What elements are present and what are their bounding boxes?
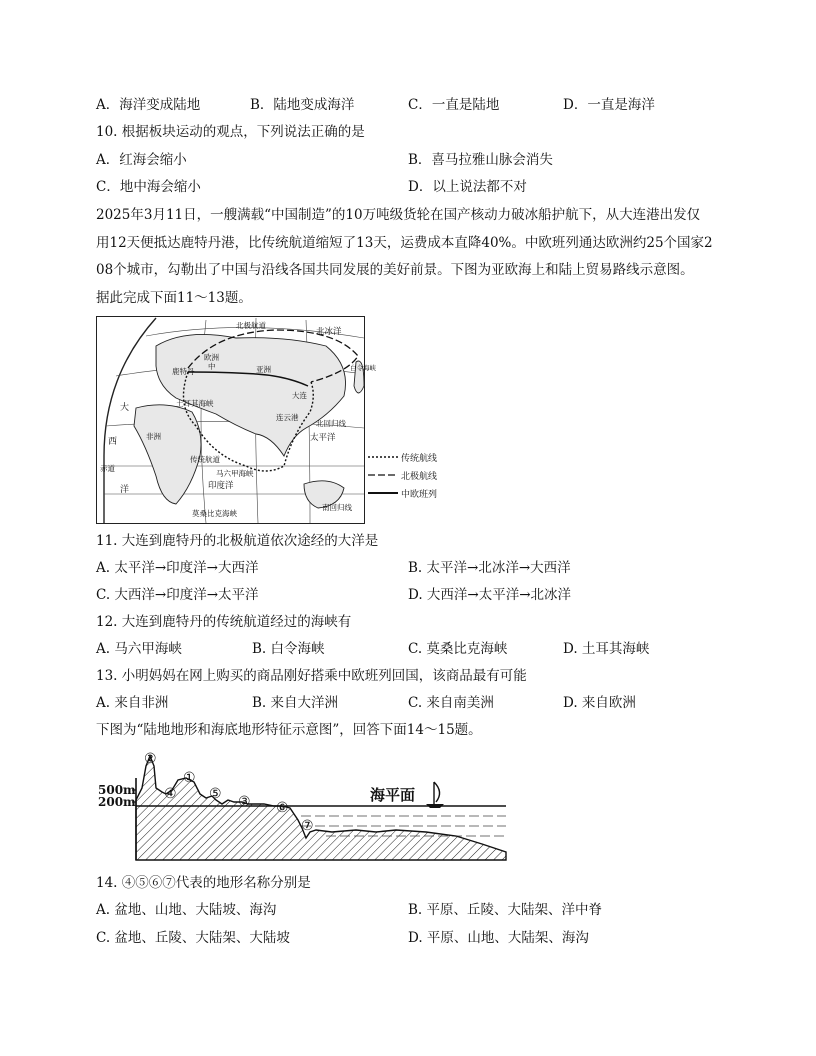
marker-7: ⑦ <box>301 818 314 834</box>
map-label-beiling: 白令海峡 <box>350 364 376 372</box>
map-legend <box>368 452 437 500</box>
terrain-profile-diagram <box>96 748 510 862</box>
map-label-nanhuigui: 南回归线 <box>322 503 352 512</box>
map-label-chuantong: 传统航道 <box>190 455 220 464</box>
map-label-zhong: 中 <box>208 362 216 371</box>
q11-option-c: C. 大西洋→印度洋→太平洋 <box>96 587 259 603</box>
q12-option-b: B. 白令海峡 <box>252 641 325 657</box>
passage-row-1: 2025年3月11日，一艘满载“中国制造”的10万吨级货轮在国产核动力破冰船护航下，从大连港出发仅 <box>96 207 701 223</box>
q11-option-a: A. 太平洋→印度洋→大西洋 <box>96 560 259 576</box>
q14-option-d: D. 平原、山地、大陆架、海沟 <box>408 930 589 946</box>
map-label-beihuigui: 北回归线 <box>316 419 346 428</box>
map-label-lianyungang: 连云港 <box>276 413 299 422</box>
label-500m: 500m <box>98 783 136 797</box>
map-label-xi: 西 <box>108 437 118 447</box>
q13-stem: 13. 小明妈妈在网上购买的商品刚好搭乘中欧班列回国，该商品最有可能 <box>96 668 527 684</box>
q14-stem: 14. ④⑤⑥⑦代表的地形名称分别是 <box>96 875 311 891</box>
q11-option-d: D. 大西洋→太平洋→北冰洋 <box>408 587 572 603</box>
trade-route-map <box>96 316 452 524</box>
marker-2: ② <box>144 751 157 767</box>
passage-trade-routes <box>96 202 720 312</box>
q13-option-c: C. 来自南美洲 <box>408 695 494 711</box>
map-label-feizhou: 非洲 <box>146 432 161 441</box>
map-label-chidao: 赤道 <box>100 464 115 473</box>
q14-option-c: C. 盆地、丘陵、大陆架、大陆坡 <box>96 930 290 946</box>
q13-option-b: B. 来自大洋洲 <box>252 695 339 711</box>
boat-icon <box>426 782 444 808</box>
map-label-taipingyang: 太平洋 <box>310 433 336 443</box>
q11-option-b: B. 太平洋→北冰洋→大西洋 <box>408 560 571 576</box>
map-label-tuerqi: 土耳其海峡 <box>176 399 214 408</box>
q13-option-d: D. 来自欧洲 <box>563 695 636 711</box>
sea-level-label: 海平面 <box>370 786 416 804</box>
map-label-ouzhou: 欧洲 <box>204 353 219 362</box>
q12-option-c: C. 莫桑比克海峡 <box>408 641 508 657</box>
map-label-dalian: 大连 <box>292 391 307 400</box>
q12-stem: 12. 大连到鹿特丹的传统航道经过的海峡有 <box>96 614 352 630</box>
map-label-mosangbike: 莫桑比克海峡 <box>192 509 237 518</box>
map-label-yang: 洋 <box>120 485 130 495</box>
map-label-lutedan: 鹿特丹 <box>172 367 195 376</box>
marker-3: ③ <box>238 794 251 810</box>
q10-stem: 10. 根据板块运动的观点，下列说法正确的是 <box>96 124 365 140</box>
marker-4: ④ <box>164 786 177 802</box>
q9-option-b: B．陆地变成海洋 <box>250 97 355 113</box>
passage-row-4: 据此完成下面11～13题。 <box>96 289 252 306</box>
passage-row-2: 用12天便抵达鹿特丹港，比传统航道缩短了13天，运费成本直降40%。中欧班列通达欧洲约25个国家2 <box>96 234 713 251</box>
legend-arctic: 北极航线 <box>401 472 438 482</box>
q9-option-a: A．海洋变成陆地 <box>96 97 201 113</box>
map-label-beibingyang: 北冰洋 <box>316 327 342 337</box>
map-label-yazhou: 亚洲 <box>256 365 271 374</box>
map-label-malaijia: 马六甲海峡 <box>216 469 254 478</box>
q10-option-c: C．地中海会缩小 <box>96 179 201 195</box>
map-label-yinduyang: 印度洋 <box>208 481 234 491</box>
intro-q14-15: 下图为“陆地地形和海底地形特征示意图”，回答下面14～15题。 <box>96 722 482 738</box>
q14-option-b: B. 平原、丘陵、大陆架、洋中脊 <box>408 902 603 918</box>
marker-1: ① <box>183 770 196 786</box>
q9-option-c: C．一直是陆地 <box>408 97 500 113</box>
q11-stem: 11. 大连到鹿特丹的北极航道依次途经的大洋是 <box>96 533 379 549</box>
passage-row-3: 08个城市，勾勒出了中国与沿线各国共同发展的美好前景。下图为亚欧海上和陆上贸易路线示意图。 <box>96 262 694 278</box>
q12-option-a: A. 马六甲海峡 <box>96 641 182 657</box>
q14-option-a: A. 盆地、山地、大陆坡、海沟 <box>96 902 277 918</box>
label-200m: 200m <box>98 795 136 809</box>
map-label-da: 大 <box>120 403 130 413</box>
marker-5: ⑤ <box>209 786 222 802</box>
q10-option-b: B．喜马拉雅山脉会消失 <box>408 152 553 168</box>
q10-option-d: D．以上说法都不对 <box>408 179 527 195</box>
marker-6: ⑥ <box>276 800 289 816</box>
legend-rail: 中欧班列 <box>401 490 438 500</box>
legend-traditional: 传统航线 <box>401 454 438 464</box>
q9-option-d: D．一直是海洋 <box>563 97 655 113</box>
q10-option-a: A．红海会缩小 <box>96 152 187 168</box>
q13-option-a: A. 来自非洲 <box>96 695 169 711</box>
map-label-beiji: 北极航道 <box>236 321 266 330</box>
q12-option-d: D. 土耳其海峡 <box>563 641 650 657</box>
